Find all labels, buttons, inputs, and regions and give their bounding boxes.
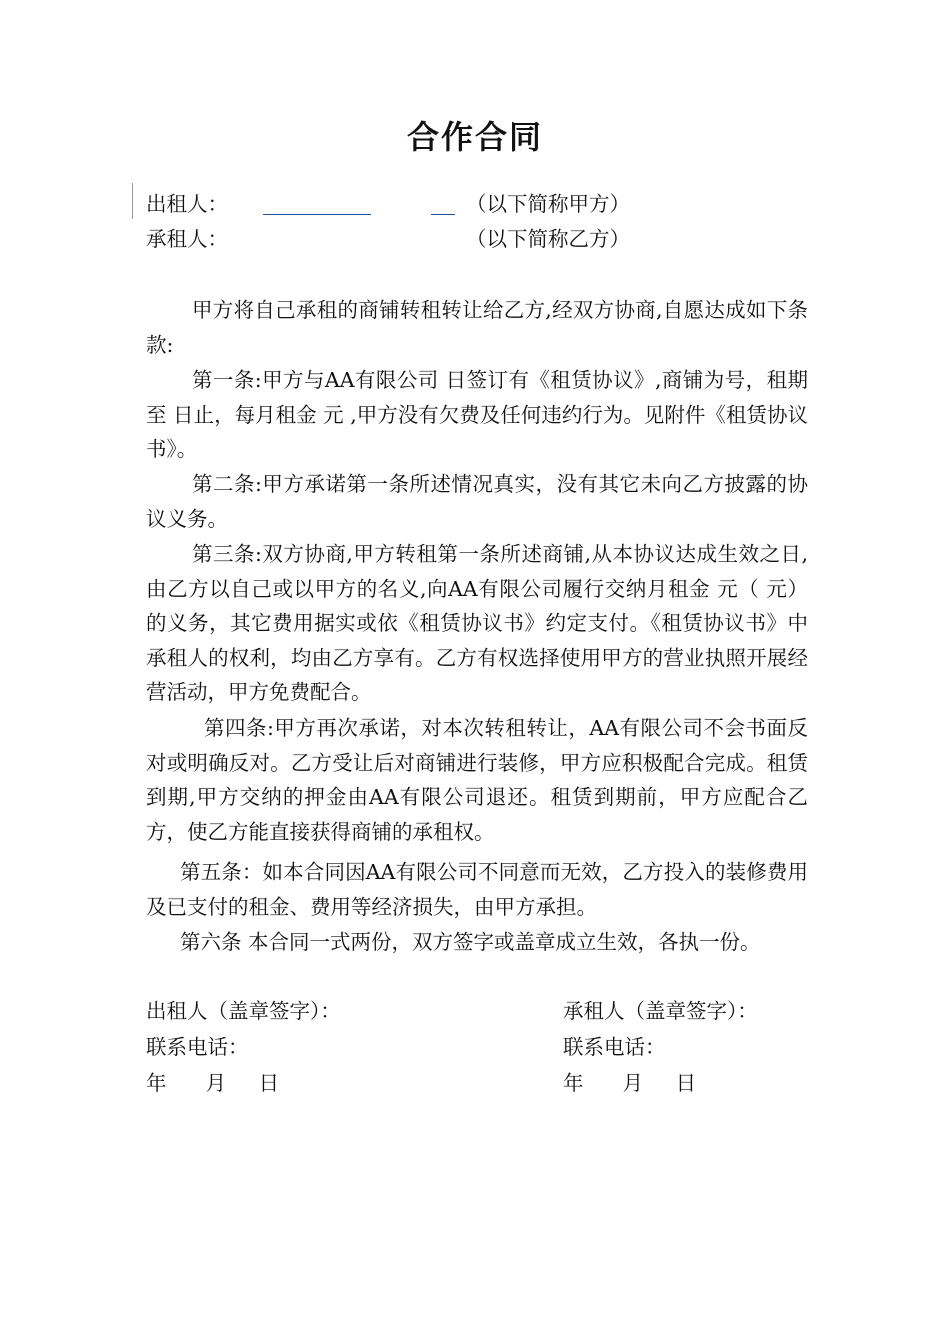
article-5: 第五条：如本合同因AA有限公司不同意而无效，乙方投入的装修费用及已支付的租金、费用等经济损失，由甲方承担。 xyxy=(146,860,808,919)
document-title: 合作合同 xyxy=(406,118,543,156)
intro-paragraph: 甲方将自己承租的商铺转租转让给乙方,经双方协商,自愿达成如下条款: xyxy=(146,298,808,357)
article-3: 第三条:双方协商,甲方转租第一条所述商铺,从本协议达成生效之日,由乙方以自己或以甲方的名义,向AA有限公司履行交纳月租金 元（ 元）的义务，其它费用据实或依《租赁协议书》约定支付。《租赁协议书》中承租人的权利，均由乙方享有。乙方有权选择使用甲方的营业执照开展经营活动，甲方免费配合。 xyxy=(146,542,808,705)
lessor-label: 出租人： xyxy=(146,192,228,216)
lessee-phone-label: 联系电话： xyxy=(563,1035,666,1059)
lessor-name-field[interactable] xyxy=(263,214,371,215)
lessor-line xyxy=(146,187,228,221)
lessor-phone-label: 联系电话： xyxy=(146,1035,249,1059)
lessee-date-label: 年 月 日 xyxy=(563,1071,697,1095)
lessee-seal-label: 承租人（盖章签字）： xyxy=(563,999,758,1023)
lessee-label: 承租人： xyxy=(146,227,228,251)
lessor-extra-field[interactable] xyxy=(431,214,455,215)
article-4: 第四条:甲方再次承诺，对本次转租转让，AA有限公司不会书面反对或明确反对。乙方受让后对商铺进行装修，甲方应积极配合完成。租赁到期,甲方交纳的押金由AA有限公司退还。租赁到期前，甲方应配合乙方，使乙方能直接获得商铺的承租权。 xyxy=(146,716,808,844)
article-6: 第六条 本合同一式两份，双方签字或盖章成立生效，各执一份。 xyxy=(180,930,761,954)
lessee-suffix: （以下简称乙方） xyxy=(466,227,630,251)
lessor-date-label: 年 月 日 xyxy=(146,1071,280,1095)
lessor-seal-label: 出租人（盖章签字）： xyxy=(146,999,341,1023)
text-cursor-bar xyxy=(132,183,133,219)
lessee-line xyxy=(146,222,228,256)
article-2: 第二条:甲方承诺第一条所述情况真实，没有其它未向乙方披露的协议义务。 xyxy=(146,472,808,531)
article-1: 第一条:甲方与AA有限公司 日签订有《租赁协议》,商铺为号，租期至 日止，每月租金 元 ,甲方没有欠费及任何违约行为。见附件《租赁协议书》。 xyxy=(146,368,808,462)
lessor-suffix: （以下简称甲方） xyxy=(466,192,630,216)
